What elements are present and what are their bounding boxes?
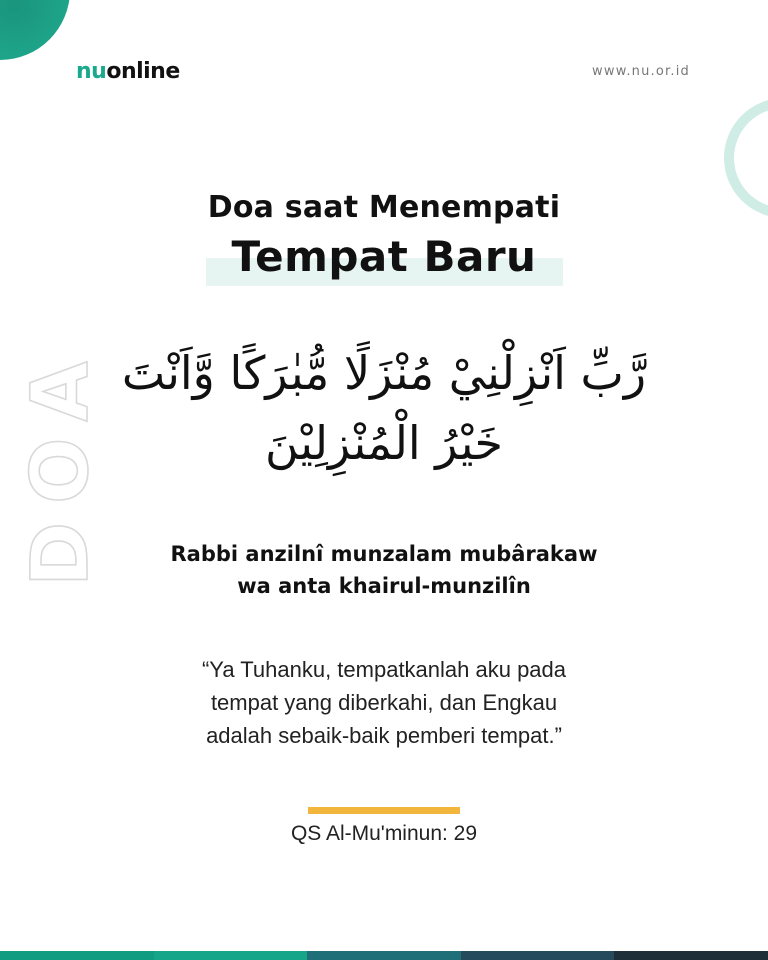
arabic-prayer bbox=[100, 338, 668, 478]
logo-prefix: nu bbox=[76, 59, 107, 84]
strip-segment bbox=[614, 951, 768, 960]
strip-segment bbox=[461, 951, 615, 960]
logo-suffix: online bbox=[106, 59, 180, 84]
reference-accent-bar bbox=[308, 807, 460, 814]
latin-line-2: wa anta khairul-munzilîn bbox=[237, 574, 531, 598]
latin-transliteration bbox=[0, 538, 768, 602]
title-line-1: Doa saat Menempati bbox=[207, 190, 561, 225]
arabic-line-1: رَّبِّ اَنْزِلْنِيْ مُنْزَلًا مُّبٰرَكًا وَّاَنْتَ bbox=[121, 346, 647, 400]
title-line-2: Tempat Baru bbox=[231, 232, 537, 281]
translation bbox=[0, 653, 768, 752]
latin-line-1: Rabbi anzilnî munzalam mubârakaw bbox=[170, 542, 598, 566]
corner-decoration bbox=[0, 0, 70, 60]
strip-segment bbox=[307, 951, 461, 960]
arabic-line-2: خَيْرُ الْمُنْزِلِيْنَ bbox=[265, 416, 503, 470]
translation-line-1: “Ya Tuhanku, tempatkanlah aku pada bbox=[201, 657, 567, 682]
strip-segment bbox=[154, 951, 308, 960]
nu-online-logo[interactable] bbox=[76, 59, 180, 84]
background-word-text: DOA bbox=[16, 343, 106, 587]
bottom-color-strip bbox=[0, 951, 768, 960]
translation-line-3: adalah sebaik-baik pemberi tempat.” bbox=[206, 723, 562, 748]
translation-line-2: tempat yang diberkahi, dan Engkau bbox=[210, 690, 558, 715]
strip-segment bbox=[0, 951, 154, 960]
background-word bbox=[16, 215, 106, 715]
quran-reference: QS Al-Mu'minun: 29 bbox=[290, 822, 478, 845]
site-url[interactable]: www.nu.or.id bbox=[592, 64, 690, 79]
